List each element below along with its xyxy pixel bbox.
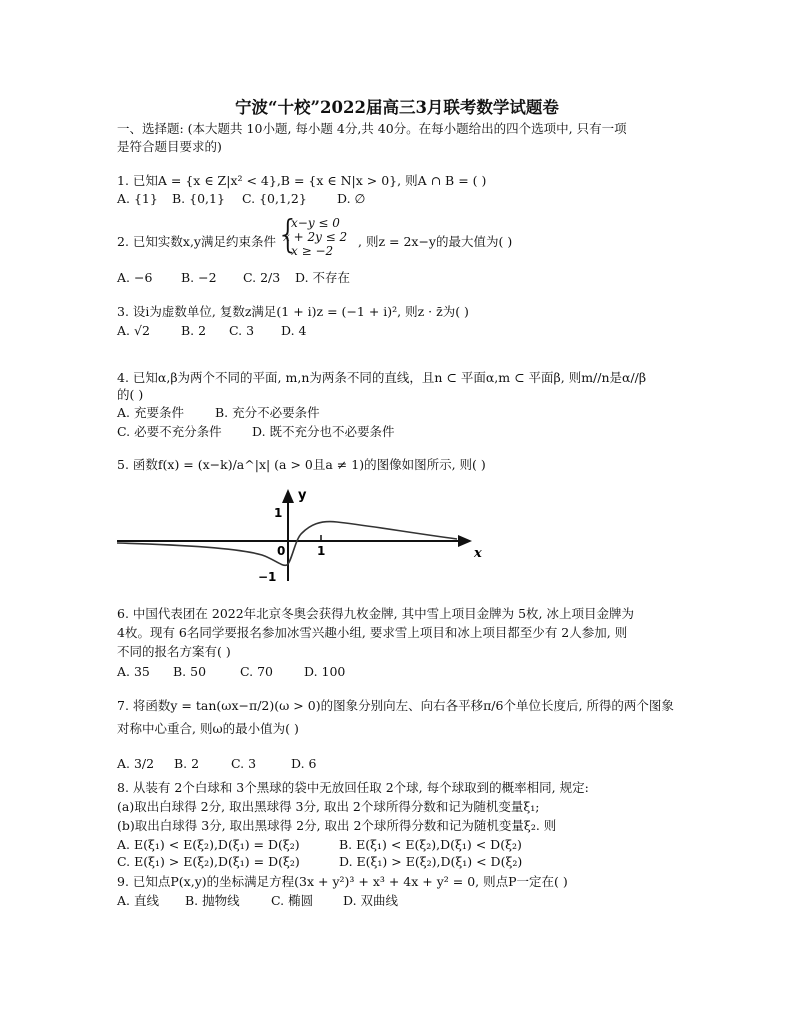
option-c: C. 3 xyxy=(229,323,255,338)
question-6-line-1: 6. 中国代表团在 2022年北京冬奥会获得九枚金牌, 其中雪上项目金牌为 5枚, 冰上项目金牌为 xyxy=(117,606,635,621)
option-b: B. 2 xyxy=(174,756,200,771)
question-8-options-row-2 xyxy=(117,854,522,870)
option-c: C. 2/3 xyxy=(243,270,281,285)
page-title: 宁波“十校”2022届高三3月联考数学试题卷 xyxy=(235,98,559,117)
question-7-line-2: 对称中心重合, 则ω的最小值为( ) xyxy=(117,721,299,736)
question-7-options xyxy=(117,756,316,772)
question-9-stem: 9. 已知点P(x,y)的坐标满足方程(3x + y²)³ + x³ + 4x + y² = 0, 则点P一定在( ) xyxy=(117,874,568,889)
question-9-options xyxy=(117,893,398,909)
y-tick-label-positive: 1 xyxy=(274,506,283,520)
option-d: D. 不存在 xyxy=(295,270,351,285)
option-d: D. 双曲线 xyxy=(343,893,399,908)
section-header-line-2: 是符合题目要求的) xyxy=(117,139,222,154)
option-b: B. 充分不必要条件 xyxy=(215,405,320,420)
question-6-line-2: 4枚。现有 6名同学要报名参加冰雪兴趣小组, 要求雪上项目和冰上项目都至少有 2人参加, 则 xyxy=(117,625,628,640)
y-axis-arrow-icon xyxy=(282,489,294,503)
option-c: C. 椭圆 xyxy=(271,893,314,908)
option-d: D. 4 xyxy=(281,323,307,338)
question-5-stem: 5. 函数f(x) = (x−k)/a^|x| (a > 0且a ≠ 1)的图像如图所示, 则( ) xyxy=(117,457,486,472)
constraint-system xyxy=(283,216,347,258)
question-3-stem: 3. 设i为虚数单位, 复数z满足(1 + i)z = (−1 + i)², 则z · z̄为( ) xyxy=(117,304,469,319)
option-b: B. 2 xyxy=(181,323,207,338)
y-axis-label: y xyxy=(298,488,307,503)
question-2-options xyxy=(117,270,350,286)
question-6-options xyxy=(117,664,345,680)
section-header-line-1: 一、选择题: (本大题共 10小题, 每小题 4分,共 40分。在每小题给出的四个选项中, 只有一项 xyxy=(117,121,627,136)
question-8-line-3: (b)取出白球得 3分, 取出黑球得 2分, 取出 2个球所得分数和记为随机变量ξ₂. 则 xyxy=(117,818,557,833)
option-c: C. 必要不充分条件 xyxy=(117,424,222,439)
option-a: A. {1} xyxy=(117,191,158,206)
x-tick-label: 1 xyxy=(317,544,326,558)
option-d: D. E(ξ₁) > E(ξ₂),D(ξ₁) < D(ξ₂) xyxy=(339,854,523,869)
question-4-options-row-2 xyxy=(117,424,395,440)
x-axis-arrow-icon xyxy=(458,535,472,547)
option-a: A. 35 xyxy=(117,664,150,679)
option-a: A. 直线 xyxy=(117,893,159,908)
question-8-line-2: (a)取出白球得 2分, 取出黑球得 3分, 取出 2个球所得分数和记为随机变量ξ₁; xyxy=(117,799,540,814)
option-b: B. E(ξ₁) < E(ξ₂),D(ξ₁) < D(ξ₂) xyxy=(339,837,522,852)
option-c: C. E(ξ₁) > E(ξ₂),D(ξ₁) = D(ξ₂) xyxy=(117,854,300,869)
option-c: C. {0,1,2} xyxy=(242,191,307,206)
constraint-3: x ≥ −2 xyxy=(291,244,334,258)
option-a: A. √2 xyxy=(117,323,150,338)
option-a: A. E(ξ₁) < E(ξ₂),D(ξ₁) = D(ξ₂) xyxy=(117,837,300,852)
question-6-line-3: 不同的报名方案有( ) xyxy=(117,644,231,659)
option-b: B. −2 xyxy=(181,270,217,285)
question-7-line-1: 7. 将函数y = tan(ωx−π/2)(ω > 0)的图象分别向左、向右各平移π/6个单位长度后, 所得的两个图象 xyxy=(117,698,674,713)
option-d: D. ∅ xyxy=(337,191,366,206)
option-b: B. {0,1} xyxy=(172,191,225,206)
x-axis-label: x xyxy=(474,546,482,561)
option-d: D. 100 xyxy=(304,664,346,679)
question-4-stem-2: 的( ) xyxy=(117,387,144,402)
option-b: B. 50 xyxy=(173,664,207,679)
question-1-stem: 1. 已知A = {x ∈ Z|x² < 4},B = {x ∈ N|x > 0}, 则A ∩ B = ( ) xyxy=(117,173,487,188)
option-d: D. 6 xyxy=(291,756,317,771)
option-c: C. 70 xyxy=(240,664,273,679)
option-a: A. 3/2 xyxy=(117,756,155,771)
brace-symbol: { xyxy=(276,212,301,256)
option-a: A. −6 xyxy=(117,270,153,285)
option-b: B. 抛物线 xyxy=(185,893,240,908)
question-3-options xyxy=(117,323,306,339)
question-8-line-1: 8. 从装有 2个白球和 3个黑球的袋中无放回任取 2个球, 每个球取到的概率相同, 规定: xyxy=(117,780,589,795)
option-a: A. 充要条件 xyxy=(117,405,184,420)
question-1-options xyxy=(117,191,365,207)
constraint-1: x−y ≤ 0 xyxy=(291,216,340,230)
question-4-options-row-1 xyxy=(117,405,320,421)
y-tick-label-negative: −1 xyxy=(258,570,277,583)
question-4-stem: 4. 已知α,β为两个不同的平面, m,n为两条不同的直线，且n ⊂ 平面α,m ⊂ 平面β, 则m//n是α//β xyxy=(117,370,647,385)
option-c: C. 3 xyxy=(231,756,257,771)
option-d: D. 既不充分也不必要条件 xyxy=(252,424,395,439)
question-2-stem-pre: 2. 已知实数x,y满足约束条件 xyxy=(117,234,276,249)
question-8-options-row-1 xyxy=(117,837,522,853)
constraint-2: x + 2y ≤ 2 xyxy=(283,230,348,244)
origin-label: 0 xyxy=(277,544,286,558)
question-2-stem-post: , 则z = 2x−y的最大值为( ) xyxy=(358,234,513,249)
function-graph xyxy=(112,487,492,583)
